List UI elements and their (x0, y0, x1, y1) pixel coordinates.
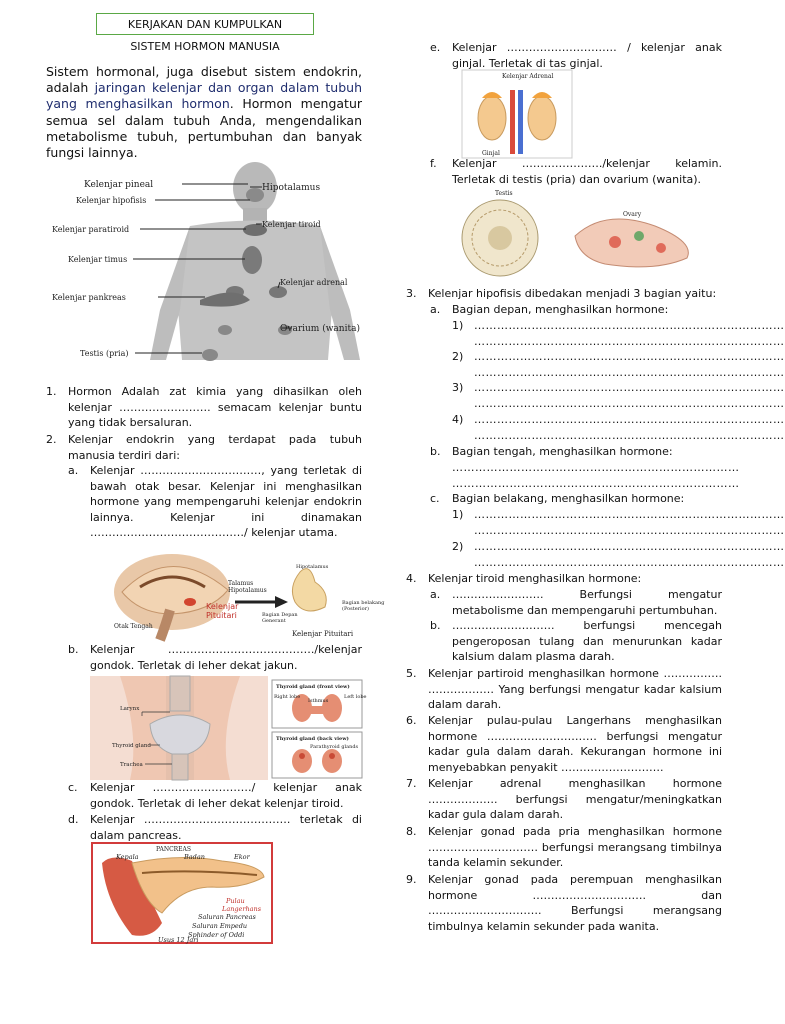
brain-label-otak-tengah: Otak Tengah (114, 623, 153, 630)
adrenal-label: Kelenjar Adrenal (502, 73, 554, 80)
answer-line: ……………………………………………………………………… (474, 556, 785, 569)
item-number: 4. (406, 572, 417, 585)
answer-line: ……………………………………………………………………… (474, 381, 785, 394)
sub-letter: a. (68, 464, 79, 477)
answer-line: ……………………………………………………………………… (474, 429, 785, 442)
item-number: 7. (406, 777, 417, 790)
sub-letter: b. (430, 619, 441, 632)
brain-label-talamus: Talamus (228, 580, 254, 587)
answer-line: ………………………………………………………………… (452, 477, 740, 490)
ginjal-label: Ginjal (482, 150, 500, 157)
sub-letter: e. (430, 41, 441, 54)
thyroid-label-larynx: Larynx (120, 706, 140, 712)
question-2f: Kelenjar …………………./kelenjar kelamin. Terletak di testis (pria) dan ovarium (wanita). (452, 157, 722, 186)
pituitary-label-posterior: (Posterior) (342, 606, 369, 612)
label-testis: Testis (pria) (80, 349, 129, 358)
item-number: 3. (406, 287, 417, 300)
label-hipofisis: Kelenjar hipofisis (76, 196, 147, 205)
thyroid-label-isthmus: Isthmus (308, 698, 329, 704)
answer-number: 2) (452, 350, 464, 363)
thyroid-label-back-view: Thyroid gland (back view) (276, 736, 349, 742)
answer-line: ……………………………………………………………………… (474, 508, 785, 521)
thyroid-label-parathyroid: Parathyroid glands (310, 744, 359, 750)
question-8: Kelenjar gonad pada pria menghasilkan hormone ………………………… berfungsi merangsang timbilnya tanda kelamin sekunder. (428, 825, 722, 869)
gonad-figure (455, 186, 705, 281)
label-paratiroid: Kelenjar paratiroid (52, 225, 130, 234)
testis-label: Testis (495, 190, 513, 197)
question-2: Kelenjar endokrin yang terdapat pada tubuh manusia terdiri dari: (68, 433, 362, 462)
question-4b: ………………………. berfungsi mencegah pengeroposan tulang dan menurunkan kadar kalsium dalam plasma darah. (452, 619, 722, 663)
answer-line: ……………………………………………………………………… (474, 366, 785, 379)
answer-number: 3) (452, 381, 464, 394)
label-timus: Kelenjar timus (68, 255, 128, 264)
adrenal-figure (462, 70, 572, 158)
pancreas-label-ekor: Ekor (234, 853, 250, 861)
page-subtitle: SISTEM HORMON MANUSIA (130, 40, 280, 53)
pancreas-label-saluran-empedu: Saluran Empedu (192, 922, 248, 930)
answer-number: 2) (452, 540, 464, 553)
header-box (96, 13, 314, 35)
pituitary-label-depan: Bagian Depan (262, 612, 298, 618)
label-hipotalamus: Hipotalamus (262, 183, 321, 193)
question-3a: Bagian depan, menghasilkan hormone: (452, 303, 669, 316)
item-number: 6. (406, 714, 417, 727)
item-number: 9. (406, 873, 417, 886)
pancreas-label-kepala: Kepala (116, 853, 139, 861)
answer-line: ……………………………………………………………………… (474, 319, 785, 332)
sub-letter: b. (68, 643, 79, 656)
question-6: Kelenjar pulau-pulau Langerhans menghasilkan hormone ………………………… berfungsi mengatur kadar gula dalam darah. Kekurangan hormone ini menyebabkan penyakit ………………………. (428, 714, 722, 774)
question-3c: Bagian belakang, menghasilkan hormone: (452, 492, 685, 505)
brain-label-pituitari: Pituitari (206, 611, 237, 620)
item-number: 2. (46, 433, 57, 446)
label-ovarium: Ovarium (wanita) (280, 324, 360, 334)
answer-line: ……………………………………………………………………… (474, 350, 785, 363)
sub-letter: b. (430, 445, 441, 458)
thyroid-label-left-lobe: Left lobe (344, 694, 367, 700)
pituitary-label-generant: Generant (262, 618, 286, 624)
pituitary-label-hipotalamus: Hipotalamus (296, 564, 329, 570)
pancreas-title: PANCREAS (156, 846, 192, 853)
thyroid-figure (90, 676, 365, 780)
label-adrenal: Kelenjar adrenal (280, 278, 348, 287)
intro-text-2: . Hormon mengatur semua sel dalam tubuh Anda, mengendalikan metabolisme tubuh, pertumbuhan dan banyak fungsi lainnya. (46, 96, 363, 161)
endocrine-body-figure (50, 160, 370, 370)
question-2b: Kelenjar …………………………………./kelenjar gondok. Terletak di leher dekat jakun. (90, 643, 362, 672)
ovary-label: Ovary (623, 211, 642, 218)
question-5: Kelenjar partiroid menghasilkan hormone ……………. ……………… Yang berfungsi mengatur kadar kalsium dalam darah. (428, 667, 722, 711)
figure-labels-left (52, 180, 153, 358)
question-3: Kelenjar hipofisis dibedakan menjadi 3 bagian yaitu: (428, 287, 717, 300)
question-2e: Kelenjar ………………………… / kelenjar anak ginjal. Terletak di tas ginjal. (452, 41, 722, 70)
question-9: Kelenjar gonad pada perempuan menghasilkan hormone …………………………. dan …………………………. Berfungsi merangsang timbulnya kelamin sekunder pada wanita. (428, 873, 722, 933)
pancreas-label-langerhans: Langerhans (222, 905, 262, 913)
pancreas-label-saluran-pancreas: Saluran Pancreas (198, 913, 256, 921)
sub-letter: a. (430, 588, 441, 601)
question-7: Kelenjar adrenal menghasilkan hormone ………………. berfungsi mengatur/meningkatkan kadar gula dalam darah. (428, 777, 722, 821)
answer-line: ……………………………………………………………………… (474, 397, 785, 410)
item-number: 1. (46, 385, 57, 398)
item-number: 8. (406, 825, 417, 838)
question-4a: ……………………. Berfungsi mengatur metabolisme dan mempengaruhi pertumbuhan. (452, 588, 722, 617)
pituitary-caption: Kelenjar Pituitari (292, 630, 354, 638)
intro-text-1: Sistem hormonal, juga disebut sistem endokrin, adalah (46, 64, 362, 96)
answer-line: ……………………………………………………………………… (474, 335, 785, 348)
sub-letter: c. (430, 492, 440, 505)
label-pineal: Kelenjar pineal (84, 180, 154, 190)
brain-label-hipotalamus: Hipotalamus (228, 587, 267, 594)
question-2d: Kelenjar …………………………………. terletak di dalam pancreas. (90, 813, 362, 842)
question-1: Hormon Adalah zat kimia yang dihasilkan oleh kelenjar ……………………. semacam kelenjar buntu yang tidak bersaluran. (68, 385, 362, 429)
question-2a: Kelenjar ……………………………, yang terletak di bawah otak besar. Kelenjar ini menghasilkan hormone yang mempengaruhi kelenjar endokrin lainnya. Kelenjar ini dinamakan ……………………………………/ kelenjar utama. (90, 464, 362, 539)
sub-letter: f. (430, 157, 437, 170)
pancreas-label-pulau: Pulau (226, 897, 245, 905)
pituitary-figure (110, 552, 385, 642)
pituitary-label-belakang: Bagian belakang (342, 600, 385, 606)
thyroid-label-front-view: Thyroid gland (front view) (276, 684, 350, 690)
brain-label-kelenjar: Kelenjar (206, 602, 239, 611)
question-2c: Kelenjar ………………………/ kelenjar anak gondok. Terletak di leher dekat kelenjar tiroid. (90, 781, 362, 810)
item-number: 5. (406, 667, 417, 680)
sub-letter: a. (430, 303, 441, 316)
question-3b: Bagian tengah, menghasilkan hormone: (452, 445, 673, 458)
sub-letter: c. (68, 781, 78, 794)
pancreas-label-usus: Usus 12 Jari (158, 936, 199, 944)
sub-letter: d. (68, 813, 79, 826)
intro-highlight: jaringan kelenjar dan organ dalam tubuh yang menghasilkan hormon (46, 80, 362, 112)
answer-number: 1) (452, 319, 464, 332)
answer-number: 4) (452, 413, 464, 426)
answer-line: ………………………………………………………………… (452, 461, 740, 474)
thyroid-label-right-lobe: Right lobe (274, 694, 301, 700)
answer-line: ……………………………………………………………………… (474, 524, 785, 537)
answer-line: ……………………………………………………………………… (474, 413, 785, 426)
pancreas-label-oddi: Sphinder of Oddi (188, 931, 245, 939)
intro-paragraph (46, 64, 362, 161)
answer-number: 1) (452, 508, 464, 521)
question-4: Kelenjar tiroid menghasilkan hormone: (428, 572, 642, 585)
label-tiroid: Kelenjar tiroid (262, 220, 321, 229)
label-pankreas: Kelenjar pankreas (52, 293, 126, 302)
header-title: KERJAKAN DAN KUMPULKAN (127, 17, 283, 31)
pancreas-label-badan: Badan (184, 853, 205, 861)
thyroid-label-gland: Thyroid gland (112, 743, 151, 749)
thyroid-label-trachea: Trachea (120, 762, 143, 768)
pancreas-figure (92, 843, 272, 943)
answer-line: ……………………………………………………………………… (474, 540, 785, 553)
